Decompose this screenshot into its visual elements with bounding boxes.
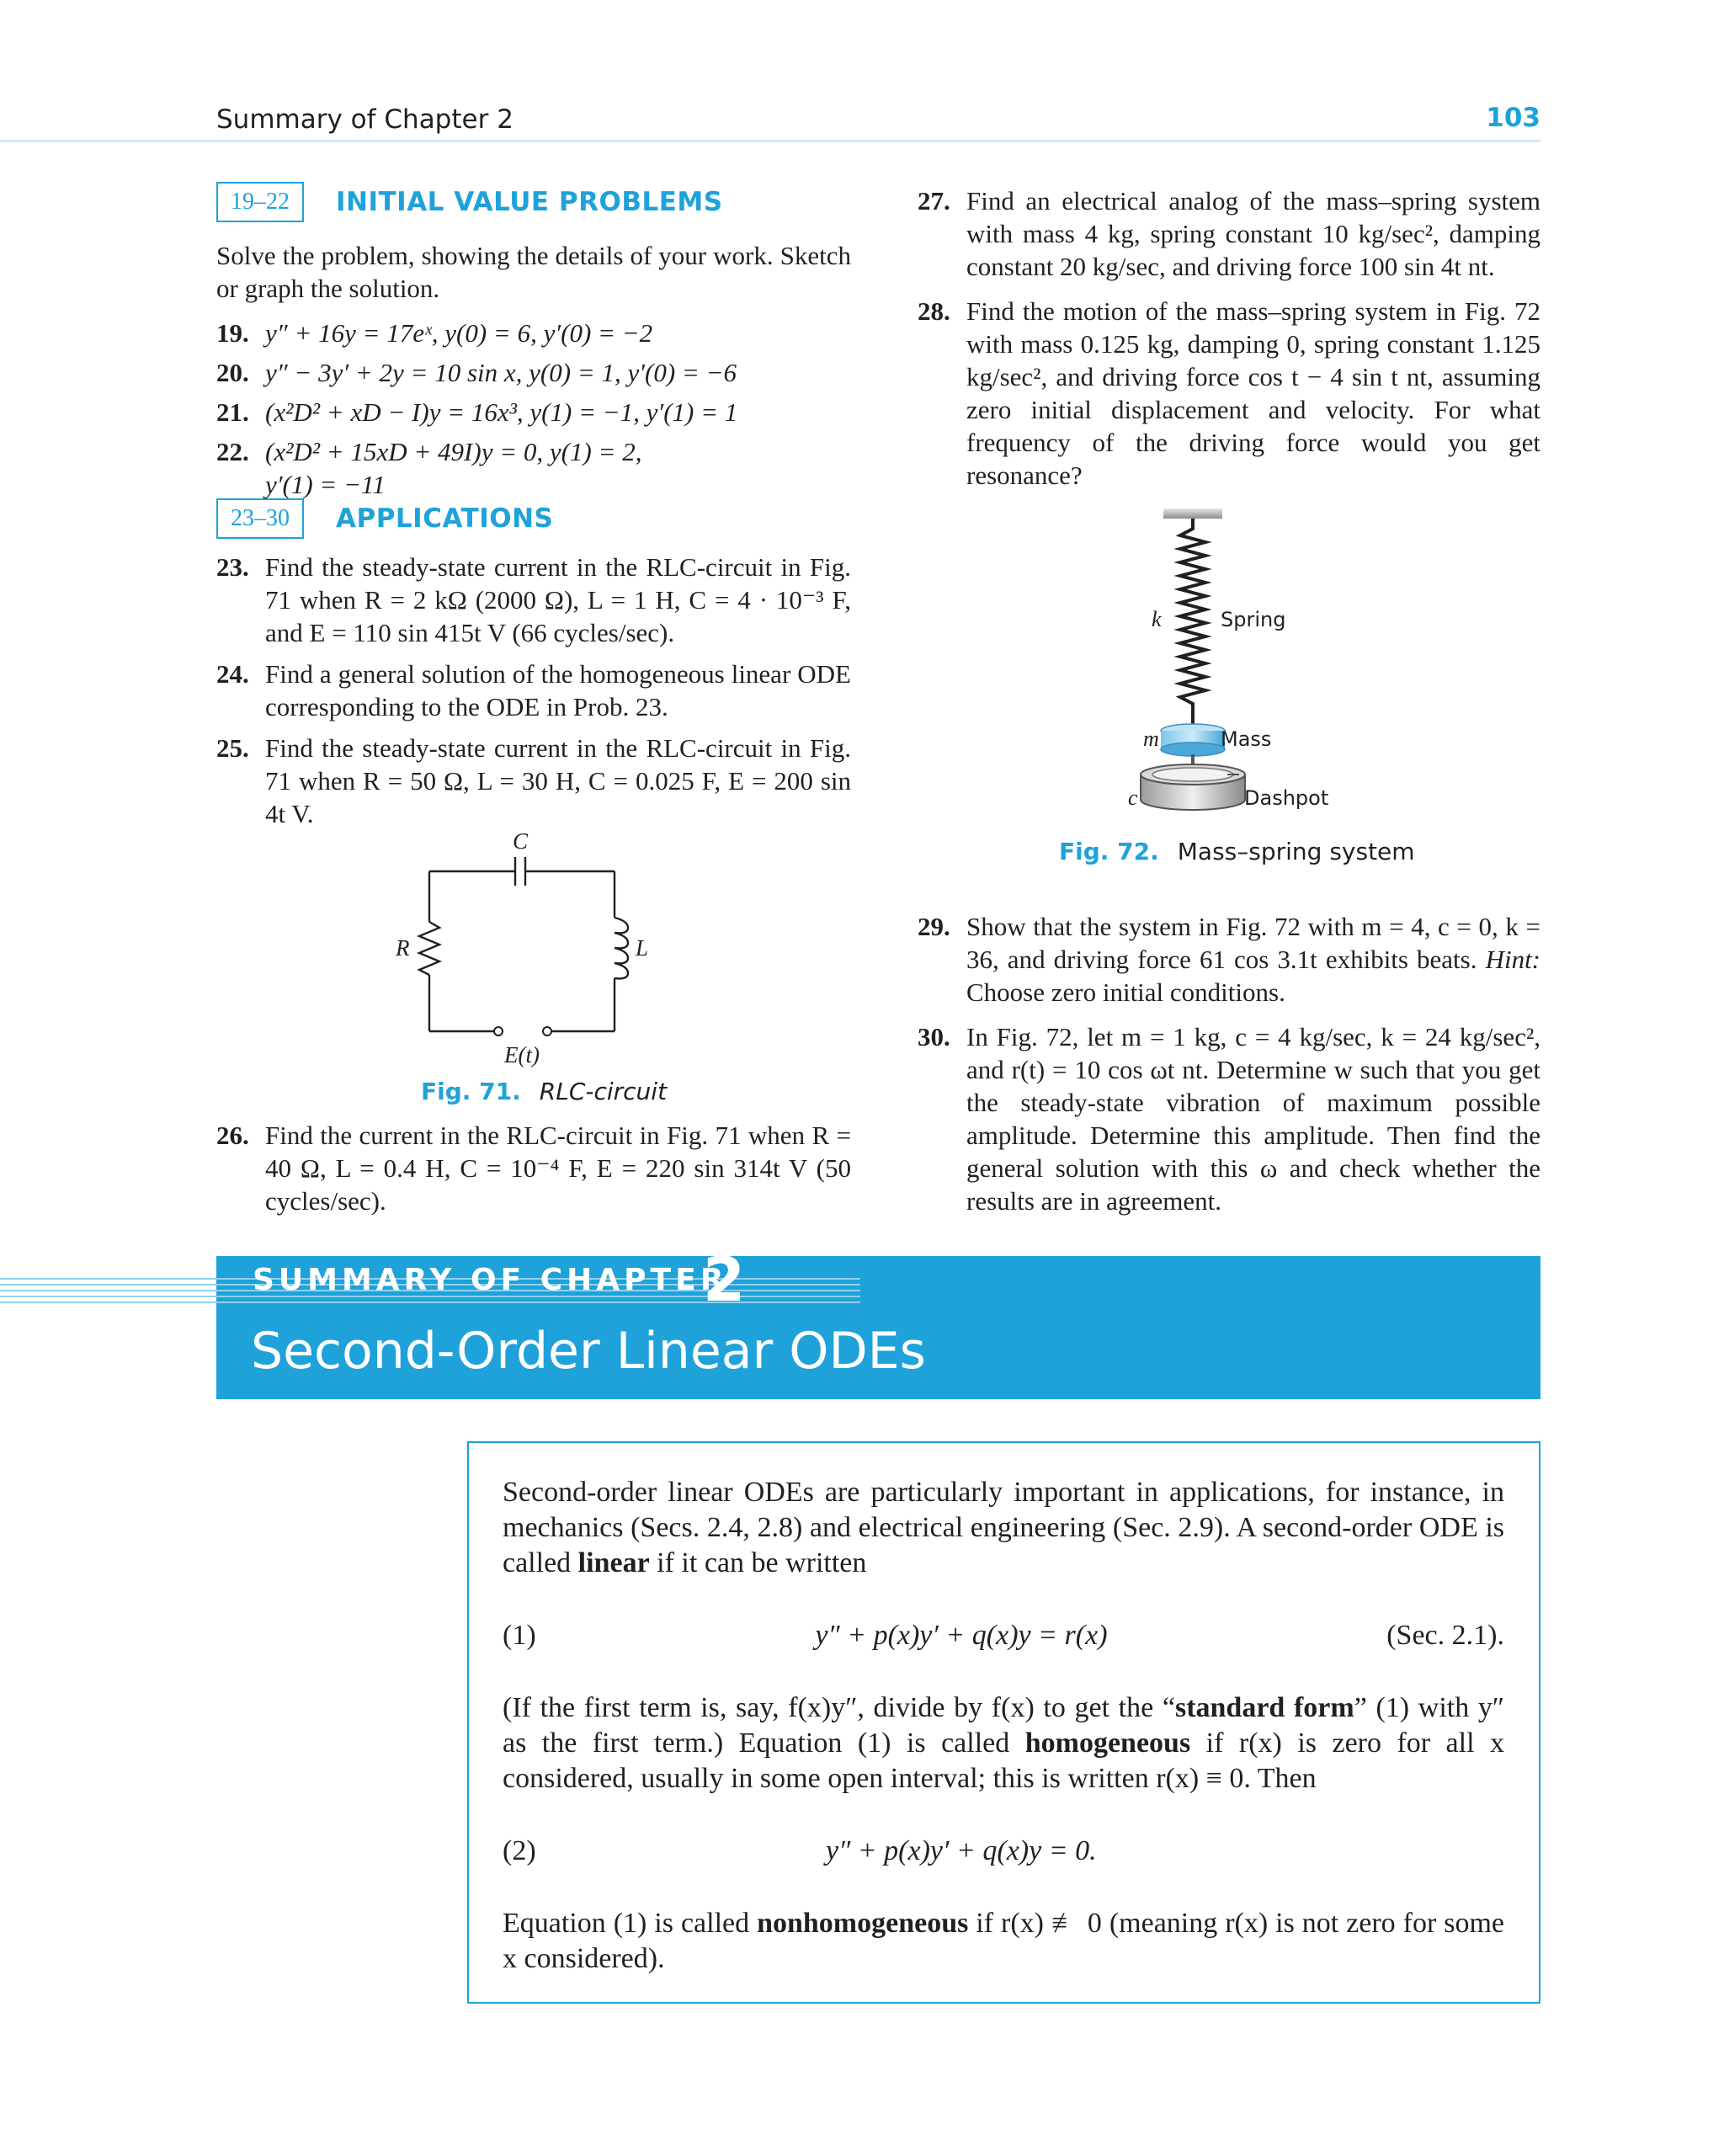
- problem-30: 30. In Fig. 72, let m = 1 kg, c = 4 kg/sec, k = 24 kg/sec², and r(t) = 10 cos ωt nt. Determine w such that you get the steady-state vibration of maximum possible amplitude. Determine this amplitude. Then find the general solution with this ω and check whether the results are in agreement.: [918, 1022, 1540, 1216]
- summary-paragraph-2: (If the first term is, say, f(x)y″, divide by f(x) to get the “standard form” (1) with y″ as the first term.) Equation (1) is called homogeneous if r(x) is zero for all x considered, usually in some open interval; this is written r(x) ≡ 0. Then: [503, 1692, 1505, 1794]
- banner-title: Second-Order Linear ODEs: [251, 1322, 926, 1381]
- apps-range-box: 23–30: [216, 498, 304, 539]
- problem-27: 27. Find an electrical analog of the mass–spring system with mass 4 kg, spring constant 10 kg/sec², damping constant 20 kg/sec, and driving force 100 sin 4t nt.: [918, 186, 1540, 281]
- problem-19: 19. y″ + 16y = 17eˣ, y(0) = 6, y′(0) = −2: [216, 318, 653, 348]
- rlc-circuit-diagram: [362, 833, 682, 1078]
- running-head: Summary of Chapter 2: [216, 104, 513, 135]
- right-column-bottom: [918, 910, 1540, 1226]
- summary-paragraph-1: Second-order linear ODEs are particularly important in applications, for instance, in mechanics (Secs. 2.4, 2.8) and electrical engineering (Sec. 2.9). A second-order ODE is called linear if it can be written: [503, 1477, 1504, 1578]
- mass-spring-diagram: [1128, 503, 1431, 840]
- header-rule: [0, 140, 1540, 142]
- label-R: R: [396, 935, 410, 961]
- equation-1-ref: (Sec. 2.1).: [1386, 1620, 1504, 1651]
- equation-2-number: (2): [503, 1835, 536, 1866]
- problem-20: 20. y″ − 3y′ + 2y = 10 sin x, y(0) = 1, y′(0) = −6: [216, 358, 737, 387]
- apps-title: APPLICATIONS: [336, 503, 554, 534]
- equation-2: [503, 1834, 1504, 1869]
- ivp-heading: [216, 182, 851, 222]
- label-C: C: [512, 833, 529, 854]
- ivp-range-box: 19–22: [216, 182, 304, 222]
- problem-22-cont: y′(1) = −11: [265, 470, 386, 499]
- label-c: c: [1128, 785, 1138, 810]
- equation-1: [503, 1618, 1504, 1653]
- label-spring: Spring: [1221, 608, 1286, 631]
- page-number: 103: [1486, 103, 1540, 133]
- fig72-caption: Fig. 72. Mass–spring system: [1059, 838, 1415, 865]
- label-mass: Mass: [1221, 727, 1272, 751]
- source-terminal-right: [543, 1027, 551, 1035]
- problem-25: 25. Find the steady-state current in the RLC-circuit in Fig. 71 when R = 50 Ω, L = 30 H, C = 0.025 F, E = 200 sin 4t V.: [216, 733, 851, 828]
- right-column-top: [918, 184, 1540, 500]
- source-terminal-left: [494, 1027, 503, 1035]
- ceiling-support: [1163, 508, 1222, 519]
- banner-supertitle: SUMMARY OF CHAPTER: [253, 1263, 728, 1297]
- banner-chapter-number: 2: [703, 1244, 746, 1315]
- problem-22: 22. (x²D² + 15xD + 49I)y = 0, y(1) = 2,: [216, 437, 642, 466]
- equation-2-body: y″ + p(x)y′ + q(x)y = 0.: [825, 1835, 1097, 1866]
- problem-21: 21. (x²D² + xD − I)y = 16x³, y(1) = −1, y′(1) = 1: [216, 397, 738, 427]
- equation-1-body: y″ + p(x)y′ + q(x)y = r(x): [815, 1620, 1108, 1651]
- summary-paragraph-3: Equation (1) is called nonhomogeneous if r(x) ≢ 0 (meaning r(x) is not zero for some x considered).: [503, 1908, 1504, 1974]
- label-E: E(t): [504, 1042, 540, 1067]
- problem-28: 28. Find the motion of the mass–spring system in Fig. 72 with mass 0.125 kg, damping 0, spring constant 1.125 kg/sec², and driving force cos t − 4 sin t nt, assuming zero initial displacement and velocity. For what frequency of the driving force would you get resonance?: [918, 296, 1540, 490]
- problem-23: 23. Find the steady-state current in the RLC-circuit in Fig. 71 when R = 2 kΩ (2000 Ω), L = 1 H, C = 4 · 10⁻³ F, and E = 110 sin 415t V (66 cycles/sec).: [216, 552, 851, 647]
- fig71-caption: Fig. 71. RLC-circuit: [421, 1078, 668, 1105]
- apps-section: [216, 498, 851, 838]
- problem-24: 24. Find a general solution of the homogeneous linear ODE corresponding to the ODE in Prob. 23.: [216, 659, 851, 721]
- summary-box: [467, 1441, 1540, 2004]
- fig71-caption-label: Fig. 71.: [421, 1078, 521, 1105]
- problem-29: 29. Show that the system in Fig. 72 with m = 4, c = 0, k = 36, and driving force 61 cos 3.1t exhibits beats. Hint: Choose zero initial conditions.: [918, 912, 1540, 1007]
- ivp-section: [216, 182, 851, 508]
- equation-1-number: (1): [503, 1620, 536, 1651]
- problem-26-block: [216, 1119, 851, 1226]
- spring-coil: [1180, 519, 1205, 729]
- label-k: k: [1152, 607, 1162, 631]
- ivp-title: INITIAL VALUE PROBLEMS: [336, 186, 723, 217]
- problem-26: 26. Find the current in the RLC-circuit in Fig. 71 when R = 40 Ω, L = 0.4 H, C = 10⁻⁴ F, E = 220 sin 314t V (50 cycles/sec).: [216, 1121, 851, 1216]
- ivp-intro: Solve the problem, showing the details of your work. Sketch or graph the solution.: [216, 241, 851, 303]
- label-L: L: [636, 935, 649, 961]
- label-m: m: [1143, 727, 1159, 751]
- fig72-caption-label: Fig. 72.: [1059, 838, 1159, 865]
- apps-heading: [216, 498, 851, 539]
- label-dashpot: Dashpot: [1244, 786, 1329, 810]
